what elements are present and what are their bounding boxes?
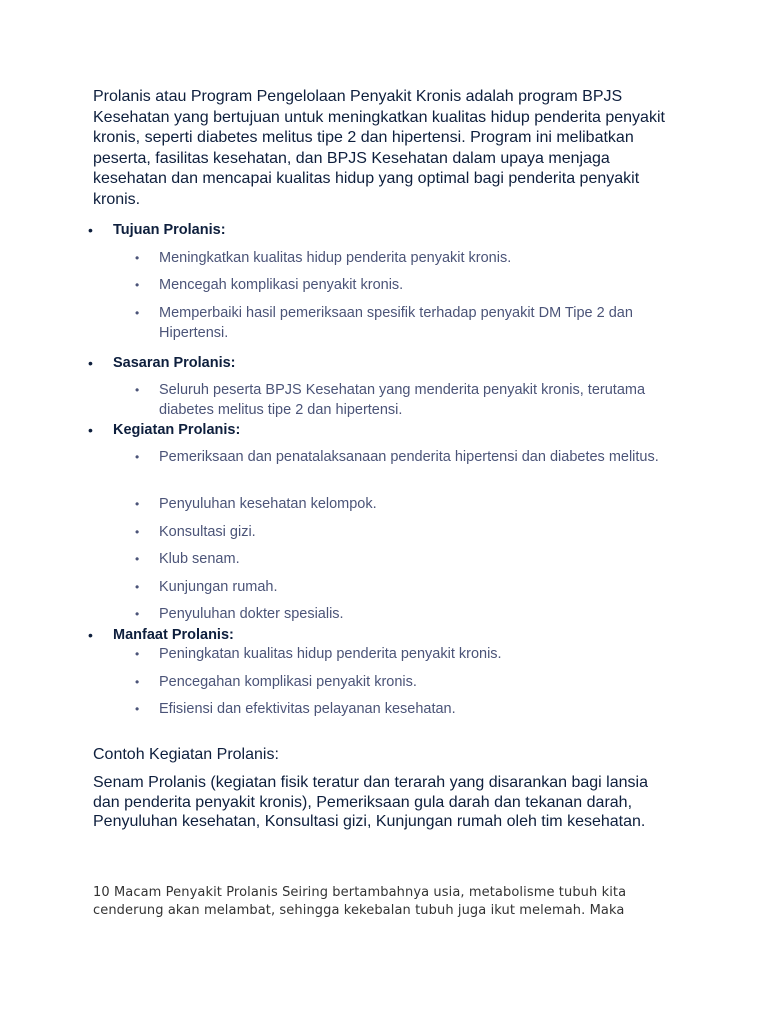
bullet-icon: • <box>88 627 93 643</box>
contoh-paragraph: Senam Prolanis (kegiatan fisik teratur dan terarah yang disarankan bagi lansia dan penderita penyakit kronis), Pemeriksaan gula darah dan tekanan darah, Penyuluhan kesehatan, Konsultasi gizi, Kunjungan rumah oleh tim kesehatan. <box>93 774 648 830</box>
section-heading <box>0 220 768 240</box>
bullet-icon: • <box>135 497 140 511</box>
bullet-icon: • <box>135 580 140 594</box>
list-item <box>0 604 768 624</box>
list-item-text: Peningkatan kualitas hidup penderita penyakit kronis. <box>159 646 502 662</box>
list-item <box>0 577 768 597</box>
section-kegiatan <box>0 420 768 625</box>
bullet-icon: • <box>88 355 93 371</box>
list-item <box>0 494 768 514</box>
bullet-icon: • <box>135 450 140 464</box>
bullet-icon: • <box>135 383 140 397</box>
bullet-icon: • <box>88 422 93 438</box>
section-tujuan <box>0 220 768 353</box>
list-item-text: Penyuluhan dokter spesialis. <box>159 606 344 622</box>
footer-paragraph: 10 Macam Penyakit Prolanis Seiring bertambahnya usia, metabolisme tubuh kita cenderung akan melambat, sehingga kekebalan tubuh juga ikut melemah. Maka <box>93 885 627 918</box>
list-item-text: Pencegahan komplikasi penyakit kronis. <box>159 674 417 690</box>
list-item-text: Penyuluhan kesehatan kelompok. <box>159 496 377 512</box>
list-item-text: Seluruh peserta BPJS Kesehatan yang menderita penyakit kronis, terutama diabetes melitus tipe 2 dan hipertensi. <box>159 382 646 418</box>
section-title: Kegiatan Prolanis: <box>113 422 241 438</box>
bullet-icon: • <box>135 525 140 539</box>
list-item-text: Mencegah komplikasi penyakit kronis. <box>159 277 404 293</box>
list-item-text: Memperbaiki hasil pemeriksaan spesifik terhadap penyakit DM Tipe 2 dan Hipertensi. <box>159 305 633 341</box>
bullet-icon: • <box>135 647 140 661</box>
list-item <box>0 644 768 664</box>
list-item <box>0 447 768 467</box>
section-title: Tujuan Prolanis: <box>113 222 226 238</box>
list-item <box>0 522 768 542</box>
section-manfaat <box>0 625 768 725</box>
bullet-icon: • <box>135 552 140 566</box>
bullet-icon: • <box>135 306 140 320</box>
list-item-text: Meningkatkan kualitas hidup penderita penyakit kronis. <box>159 250 512 266</box>
contoh-heading: Contoh Kegiatan Prolanis: <box>93 746 279 763</box>
list-item <box>0 672 768 692</box>
bullet-icon: • <box>135 675 140 689</box>
list-item <box>0 699 768 719</box>
list-item <box>0 303 768 343</box>
bullet-icon: • <box>135 702 140 716</box>
section-heading <box>0 353 768 373</box>
intro-paragraph: Prolanis atau Program Pengelolaan Penyakit Kronis adalah program BPJS Kesehatan yang bertujuan untuk meningkatkan kualitas hidup penderita penyakit kronis, seperti diabetes melitus tipe 2 dan hipertensi. Program ini melibatkan peserta, fasilitas kesehatan, dan BPJS Kesehatan dalam upaya menjaga kesehatan dan mencapai kualitas hidup yang optimal bagi penderita penyakit kronis. <box>93 88 665 208</box>
prolanis-sections-list <box>0 220 768 725</box>
bullet-icon: • <box>135 607 140 621</box>
bullet-icon: • <box>135 251 140 265</box>
list-item <box>0 549 768 569</box>
bullet-icon: • <box>135 278 140 292</box>
list-item-text: Klub senam. <box>159 551 240 567</box>
section-title: Manfaat Prolanis: <box>113 627 234 643</box>
bullet-icon: • <box>88 222 93 238</box>
list-item <box>0 380 768 420</box>
list-item <box>0 275 768 295</box>
section-heading <box>0 625 768 645</box>
section-title: Sasaran Prolanis: <box>113 355 236 371</box>
list-item <box>0 248 768 268</box>
list-item-text: Kunjungan rumah. <box>159 579 278 595</box>
list-item-text: Efisiensi dan efektivitas pelayanan kesehatan. <box>159 701 456 717</box>
list-item-text: Konsultasi gizi. <box>159 524 256 540</box>
section-sasaran <box>0 353 768 420</box>
section-heading <box>0 420 768 440</box>
list-item-text: Pemeriksaan dan penatalaksanaan penderita hipertensi dan diabetes melitus. <box>159 449 659 465</box>
